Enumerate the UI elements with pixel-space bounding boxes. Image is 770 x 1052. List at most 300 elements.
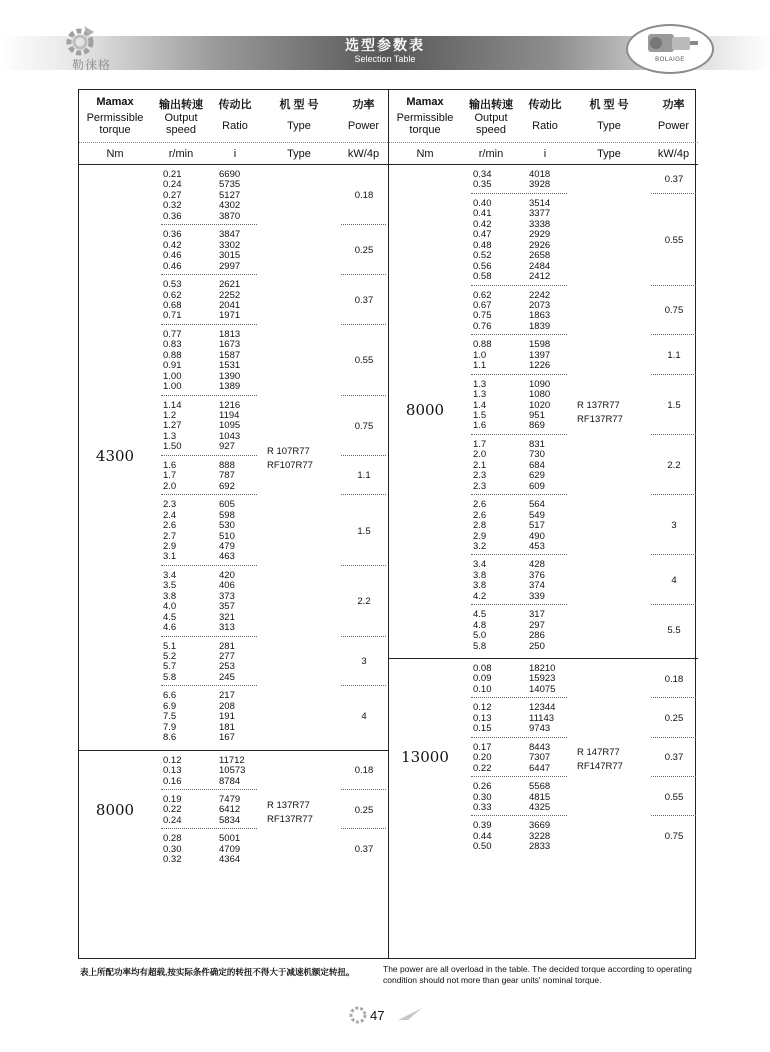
- table-row-speed: 0.77: [163, 328, 182, 340]
- table-row-speed: 1.4: [473, 399, 487, 411]
- table-row-ratio: 1863: [529, 310, 551, 322]
- table-row-speed: 0.75: [473, 310, 492, 322]
- table-row-speed: 4.2: [473, 590, 487, 602]
- table-row-speed: 0.12: [163, 754, 182, 766]
- table-row-ratio: 2412: [529, 271, 551, 283]
- table-row-ratio: 245: [219, 671, 235, 683]
- table-header-right: [389, 90, 698, 165]
- power-value: 0.18: [354, 765, 374, 777]
- table-row-ratio: 317: [529, 609, 545, 621]
- gear-unit-icon: [628, 26, 712, 58]
- table-row-ratio: 530: [219, 520, 235, 532]
- table-right-half: [388, 90, 697, 958]
- header-unit: Nm: [106, 148, 124, 160]
- table-row-speed: 1.3: [473, 389, 487, 401]
- column-header-power: [649, 90, 698, 165]
- block-divider: [79, 750, 388, 751]
- header-label: 功率: [352, 99, 375, 111]
- table-row-ratio: 2833: [529, 841, 551, 853]
- table-row-ratio: 313: [219, 622, 235, 634]
- table-row-speed: 2.7: [163, 530, 177, 542]
- table-row-ratio: 2658: [529, 250, 551, 262]
- group-divider: [161, 494, 257, 495]
- column-header-torque: [79, 90, 151, 165]
- table-row-ratio: 11712: [219, 754, 245, 766]
- table-row-ratio: 420: [219, 569, 235, 581]
- group-divider: [341, 789, 386, 790]
- table-row-ratio: 12344: [529, 702, 556, 714]
- table-row-ratio: 4815: [529, 791, 551, 803]
- table-row-ratio: 4325: [529, 801, 551, 813]
- power-value: 0.18: [664, 673, 684, 685]
- group-divider: [341, 395, 386, 396]
- table-row-speed: 2.1: [473, 459, 487, 471]
- table-row-ratio: 1389: [219, 381, 241, 393]
- table-row-speed: 4.5: [473, 609, 487, 621]
- table-row-ratio: 15923: [529, 673, 556, 685]
- table-row-ratio: 2252: [219, 289, 241, 301]
- title-cn: 选型参数表: [345, 38, 425, 54]
- table-row-ratio: 609: [529, 480, 545, 492]
- table-row-ratio: 11143: [529, 712, 555, 724]
- table-row-ratio: 281: [219, 640, 235, 652]
- table-row-speed: 3.8: [473, 580, 487, 592]
- table-row-speed: 0.35: [473, 179, 492, 191]
- table-row-ratio: 951: [529, 410, 545, 421]
- table-row-speed: 0.83: [163, 339, 182, 351]
- table-row-ratio: 1587: [219, 349, 241, 361]
- table-row-ratio: 2242: [529, 289, 551, 301]
- table-row-ratio: 4364: [219, 854, 241, 866]
- table-row-ratio: 5834: [219, 814, 241, 826]
- power-value: 0.75: [664, 831, 684, 843]
- table-row-speed: 1.50: [163, 441, 182, 453]
- power-value: 0.37: [354, 294, 374, 306]
- table-row-ratio: 3015: [219, 250, 241, 262]
- table-row-speed: 0.16: [163, 775, 182, 787]
- table-row-ratio: 2621: [219, 279, 241, 291]
- header-en-label: Permissible: [86, 112, 144, 124]
- table-row-ratio: 730: [529, 449, 545, 461]
- table-row-speed: 1.6: [163, 459, 177, 471]
- table-row-speed: 0.17: [473, 741, 492, 753]
- header-label: 机 型 号: [589, 99, 629, 111]
- table-row-speed: 0.34: [473, 169, 492, 180]
- group-divider: [161, 395, 257, 396]
- table-row-speed: 0.88: [473, 339, 492, 351]
- table-row-ratio: 4302: [219, 200, 241, 212]
- header-unit: i: [233, 148, 237, 160]
- table-row-ratio: 4709: [219, 843, 241, 855]
- header-divider: [79, 142, 388, 143]
- table-row-ratio: 181: [219, 721, 235, 733]
- power-value: 0.37: [354, 843, 374, 855]
- table-row-ratio: 7479: [219, 793, 241, 805]
- table-row-speed: 2.3: [473, 480, 487, 492]
- header-en-label: Ratio: [222, 120, 248, 132]
- header-divider: [389, 142, 698, 143]
- group-divider: [341, 494, 386, 495]
- table-row-speed: 0.36: [163, 210, 182, 222]
- power-value: 2.2: [357, 596, 371, 608]
- table-row-speed: 0.28: [163, 833, 182, 845]
- group-divider: [471, 776, 567, 777]
- table-row-speed: 1.5: [473, 410, 487, 421]
- table-row-ratio: 4018: [529, 169, 551, 180]
- table-row-speed: 2.6: [473, 509, 487, 521]
- table-row-ratio: 253: [219, 661, 235, 673]
- table-row-speed: 2.6: [163, 520, 177, 532]
- table-row-speed: 0.68: [163, 299, 182, 311]
- table-row-speed: 0.19: [163, 793, 182, 805]
- footer-note-en: The power are all overload in the table. The decided torque according to operating condition should not more than gear units' nominal torque.: [383, 964, 692, 985]
- power-value: 5.5: [667, 625, 681, 637]
- group-divider: [651, 776, 696, 777]
- table-row-ratio: 598: [219, 509, 235, 521]
- table-row-ratio: 373: [219, 590, 235, 602]
- table-row-speed: 5.7: [163, 661, 177, 673]
- table-row-ratio: 14075: [529, 683, 556, 695]
- table-row-speed: 0.39: [473, 820, 492, 832]
- brand-name: 勒徕格: [72, 58, 112, 72]
- table-row-speed: 5.8: [163, 671, 177, 683]
- table-row-ratio: 8784: [219, 775, 241, 787]
- group-divider: [161, 789, 257, 790]
- column-header-ratio: [211, 90, 259, 165]
- table-row-ratio: 3847: [219, 229, 241, 241]
- type-value: R 137R77 RF137R77: [267, 799, 313, 825]
- type-value: R 137R77 RF137R77: [577, 400, 623, 425]
- table-row-speed: 4.8: [473, 619, 487, 631]
- table-row-ratio: 339: [529, 590, 545, 602]
- group-divider: [651, 494, 696, 495]
- table-row-speed: 1.3: [473, 378, 487, 390]
- group-divider: [471, 554, 567, 555]
- table-row-speed: 5.0: [473, 630, 487, 642]
- table-row-ratio: 2929: [529, 229, 551, 241]
- header-label: 传动比: [218, 99, 252, 111]
- table-row-speed: 0.22: [163, 804, 182, 816]
- group-divider: [341, 455, 386, 456]
- table-row-ratio: 3870: [219, 210, 241, 222]
- power-value: 1.1: [667, 349, 681, 361]
- table-row-speed: 5.1: [163, 640, 177, 652]
- column-header-ratio: [521, 90, 569, 165]
- column-header-type: [259, 90, 339, 165]
- type-value: R 147R77 RF147R77: [577, 747, 623, 773]
- power-value: 0.55: [664, 234, 684, 246]
- table-row-ratio: 1531: [219, 360, 241, 372]
- table-row-ratio: 1020: [529, 399, 551, 411]
- table-row-speed: 0.42: [163, 239, 182, 251]
- table-row-speed: 3.1: [163, 551, 177, 563]
- table-row-ratio: 1813: [219, 328, 241, 340]
- table-row-ratio: 406: [219, 580, 235, 592]
- group-divider: [341, 565, 386, 566]
- group-divider: [161, 274, 257, 275]
- group-divider: [161, 324, 257, 325]
- torque-value: 13000: [401, 748, 449, 767]
- table-row-ratio: 217: [219, 690, 235, 702]
- table-row-speed: 0.21: [163, 169, 182, 180]
- table-row-ratio: 479: [219, 540, 235, 552]
- group-divider: [651, 815, 696, 816]
- table-row-speed: 0.32: [163, 200, 182, 212]
- table-row-speed: 0.42: [473, 218, 492, 230]
- table-row-ratio: 869: [529, 420, 545, 432]
- table-row-ratio: 831: [529, 438, 545, 450]
- table-row-speed: 0.53: [163, 279, 182, 291]
- header-label: 机 型 号: [279, 99, 319, 111]
- group-divider: [161, 565, 257, 566]
- group-divider: [341, 685, 386, 686]
- table-row-speed: 0.76: [473, 320, 492, 332]
- table-row-speed: 2.8: [473, 520, 487, 532]
- table-row-speed: 1.14: [163, 399, 182, 411]
- table-row-ratio: 428: [529, 559, 545, 571]
- group-divider: [161, 685, 257, 686]
- table-row-speed: 0.22: [473, 762, 492, 774]
- table-row-speed: 3.4: [163, 569, 177, 581]
- table-row-ratio: 1971: [219, 310, 241, 322]
- table-row-ratio: 6447: [529, 762, 551, 774]
- group-divider: [651, 737, 696, 738]
- badge-brand: BOLAIGE: [655, 57, 685, 63]
- table-row-speed: 0.10: [473, 683, 492, 695]
- group-divider: [471, 815, 567, 816]
- table-row-speed: 7.9: [163, 721, 177, 733]
- table-row-speed: 0.48: [473, 239, 492, 251]
- product-badge: [626, 24, 714, 74]
- power-value: 3: [361, 656, 367, 668]
- table-row-speed: 1.0: [473, 349, 487, 361]
- table-row-ratio: 191: [219, 711, 235, 723]
- table-row-ratio: 6690: [219, 169, 241, 180]
- header-unit: Type: [597, 148, 621, 160]
- table-row-ratio: 510: [219, 530, 235, 542]
- table-row-ratio: 5127: [219, 189, 241, 201]
- table-row-ratio: 357: [219, 601, 235, 613]
- table-row-ratio: 3514: [529, 197, 551, 209]
- table-row-speed: 0.50: [473, 841, 492, 853]
- table-left-half: [79, 90, 388, 958]
- type-value: R 107R77 RF107R77: [267, 445, 313, 471]
- table-row-speed: 0.56: [473, 260, 492, 272]
- power-value: 0.55: [664, 791, 684, 803]
- table-row-ratio: 1216: [219, 399, 241, 411]
- table-row-ratio: 2926: [529, 239, 551, 251]
- header-unit: kW/4p: [347, 148, 380, 160]
- table-row-ratio: 605: [219, 499, 235, 511]
- power-value: 4: [671, 575, 677, 587]
- header-label: 功率: [662, 99, 685, 111]
- header-en-label: Permissible: [396, 112, 454, 124]
- table-row-speed: 0.62: [163, 289, 182, 301]
- table-row-ratio: 5568: [529, 781, 551, 793]
- table-row-ratio: 3228: [529, 830, 551, 842]
- header-en-label: Type: [287, 120, 311, 132]
- group-divider: [471, 434, 567, 435]
- table-row-speed: 1.27: [163, 420, 182, 432]
- table-row-speed: 0.12: [473, 702, 492, 714]
- table-row-ratio: 9743: [529, 723, 551, 735]
- group-divider: [651, 604, 696, 605]
- table-row-speed: 3.2: [473, 540, 487, 552]
- table-row-ratio: 18210: [529, 663, 556, 674]
- table-header-left: [79, 90, 388, 165]
- table-row-speed: 0.40: [473, 197, 492, 209]
- table-row-ratio: 1598: [529, 339, 551, 351]
- table-row-speed: 0.26: [473, 781, 492, 793]
- table-row-ratio: 1043: [219, 430, 241, 442]
- table-row-ratio: 1095: [219, 420, 241, 432]
- group-divider: [161, 828, 257, 829]
- power-value: 1.5: [667, 399, 681, 411]
- table-row-speed: 0.24: [163, 814, 182, 826]
- table-row-speed: 0.13: [473, 712, 492, 724]
- group-divider: [471, 334, 567, 335]
- table-row-ratio: 6412: [219, 804, 241, 816]
- table-row-ratio: 277: [219, 651, 235, 662]
- header-label: Mamax: [406, 96, 444, 108]
- power-value: 0.25: [664, 713, 684, 725]
- column-header-torque: [389, 90, 461, 165]
- table-row-speed: 0.52: [473, 250, 492, 262]
- table-row-speed: 7.5: [163, 711, 177, 723]
- table-row-ratio: 463: [219, 551, 235, 563]
- group-divider: [651, 374, 696, 375]
- table-row-ratio: 927: [219, 441, 235, 453]
- table-row-ratio: 564: [529, 499, 545, 511]
- header-en-label: torque: [99, 124, 131, 136]
- table-row-speed: 3.8: [473, 569, 487, 581]
- table-row-ratio: 490: [529, 530, 545, 542]
- table-row-ratio: 684: [529, 459, 545, 471]
- table-row-speed: 3.8: [163, 590, 177, 602]
- table-row-ratio: 3377: [529, 208, 551, 220]
- column-header-type: [569, 90, 649, 165]
- group-divider: [161, 636, 257, 637]
- torque-value: 4300: [95, 446, 135, 465]
- header-label: 传动比: [528, 99, 562, 111]
- power-value: 0.18: [354, 190, 374, 202]
- table-row-speed: 6.6: [163, 690, 177, 702]
- table-row-speed: 2.9: [163, 540, 177, 552]
- table-row-speed: 2.6: [473, 499, 487, 511]
- table-row-speed: 1.00: [163, 370, 182, 382]
- table-row-speed: 0.88: [163, 349, 182, 361]
- table-row-ratio: 10573: [219, 765, 246, 777]
- table-row-speed: 1.3: [163, 430, 177, 442]
- power-value: 1.1: [357, 470, 371, 482]
- table-row-ratio: 297: [529, 619, 545, 631]
- group-divider: [341, 636, 386, 637]
- header-en-label: Output: [164, 112, 198, 124]
- column-header-power: [339, 90, 388, 165]
- title-en: Selection Table: [354, 54, 416, 64]
- column-header-speed: [151, 90, 211, 165]
- power-value: 1.5: [357, 525, 371, 537]
- selection-table: [78, 89, 696, 959]
- table-row-speed: 3.4: [473, 559, 487, 571]
- header-label: 输出转速: [159, 99, 203, 111]
- table-row-speed: 2.4: [163, 509, 177, 521]
- table-row-speed: 0.44: [473, 830, 492, 842]
- table-row-ratio: 629: [529, 470, 545, 482]
- torque-value: 8000: [95, 800, 135, 819]
- table-row-ratio: 2997: [219, 260, 241, 272]
- group-divider: [651, 554, 696, 555]
- table-row-ratio: 7307: [529, 752, 551, 764]
- group-divider: [341, 224, 386, 225]
- table-row-speed: 0.20: [473, 752, 492, 764]
- table-row-speed: 0.46: [163, 260, 182, 272]
- header-en-label: Power: [347, 120, 380, 132]
- table-row-ratio: 3338: [529, 218, 551, 230]
- page-arrow-icon: [398, 1006, 424, 1022]
- column-header-speed: [461, 90, 521, 165]
- header-en-label: torque: [409, 124, 441, 136]
- header-en-label: Type: [597, 120, 621, 132]
- table-row-ratio: 2073: [529, 299, 551, 311]
- table-row-speed: 4.0: [163, 601, 177, 613]
- table-row-ratio: 286: [529, 630, 545, 642]
- table-row-speed: 5.8: [473, 640, 487, 652]
- header-unit: kW/4p: [657, 148, 690, 160]
- header-label: Mamax: [96, 96, 134, 108]
- table-row-ratio: 549: [529, 509, 545, 521]
- block-divider: [389, 658, 698, 659]
- group-divider: [341, 828, 386, 829]
- group-divider: [651, 334, 696, 335]
- group-divider: [341, 324, 386, 325]
- group-divider: [651, 285, 696, 286]
- table-row-speed: 5.2: [163, 651, 177, 662]
- table-row-speed: 0.58: [473, 271, 492, 283]
- table-row-ratio: 5735: [219, 179, 241, 191]
- table-row-ratio: 321: [219, 611, 235, 623]
- power-value: 0.37: [664, 752, 684, 764]
- table-row-speed: 0.46: [163, 250, 182, 262]
- table-row-ratio: 517: [529, 520, 545, 532]
- table-row-speed: 6.9: [163, 700, 177, 712]
- table-row-ratio: 250: [529, 640, 545, 652]
- table-row-ratio: 787: [219, 470, 235, 482]
- group-divider: [651, 434, 696, 435]
- table-row-speed: 0.33: [473, 801, 492, 813]
- group-divider: [471, 697, 567, 698]
- table-row-ratio: 2041: [219, 299, 241, 311]
- page-gear-icon: [346, 1004, 370, 1030]
- power-value: 0.75: [354, 420, 374, 432]
- power-value: 0.25: [354, 245, 374, 257]
- page-number: 47: [370, 1008, 385, 1023]
- table-row-speed: 1.7: [163, 470, 177, 482]
- table-row-ratio: 692: [219, 480, 235, 492]
- header-en-label: Power: [657, 120, 690, 132]
- header-unit: i: [543, 148, 547, 160]
- group-divider: [471, 604, 567, 605]
- group-divider: [471, 737, 567, 738]
- table-row-ratio: 1673: [219, 339, 241, 351]
- header-unit: r/min: [168, 148, 194, 160]
- table-row-speed: 0.13: [163, 765, 182, 777]
- table-row-speed: 0.15: [473, 723, 492, 735]
- table-row-ratio: 1397: [529, 349, 551, 361]
- header-unit: Nm: [416, 148, 434, 160]
- table-row-speed: 0.32: [163, 854, 182, 866]
- power-value: 2.2: [667, 460, 681, 472]
